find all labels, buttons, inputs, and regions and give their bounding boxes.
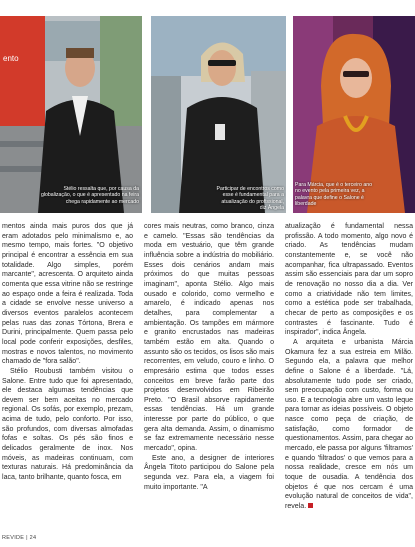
article-paragraph: mentos ainda mais puros dos que já eram adotados pelo minimalismo e, ao mesmo tempo, mais fortes. "O objetivo principal é encontrar a essência em sua totalidade. Algo simples, porém marcante", acrescenta. O arquiteto ainda comenta que essa vitrine não se restringe ao espaço onde a feira é realizada. Toda a cidade se envolve nesse universo a diversos eventos paralelos acontecem pelas ruas das zonas Tórtona, Brera e Durini, principalmente. Quem passa pelo local pode conferir exposições, desfiles, mostras e novos talentos, no movimento chamado de "fora salão". <box>2 223 133 366</box>
article-paragraph: cores mais neutras, como branco, cinza e camelo. "Essas são tendências da moda em vestuário, que têm grande influência sobre a indústria do mobiliário. Esses dois cenários andam mais próximos do que muitas pessoas imaginam", aponta Stélio. Algo mais ousado e colorido, como vermelho e amarelo, é indicado apenas nos detalhes, para complementar a ambientação. Os tampões em mármore e granito encrustados nas madeiras também estão em alta. Quando o assunto são os tecidos, os lisos são mais recorrentes, em veludo, couro e linho. O empresário estima que todos esses conceitos em breve farão parte dos projetos desenvolvidos em Ribeirão Preto. "O Brasil absorve rapidamente essas tendências. Há um grande interesse por parte do público, o que gera alta demanda. Assim, o dinamismo se faz extremamente necessário nesse mercado", opina. <box>144 223 274 453</box>
background-sign-text: ento <box>3 54 19 63</box>
article-column-1 <box>2 222 133 483</box>
photo-marcia <box>293 16 415 213</box>
article-paragraph: atualização é fundamental nessa profissão. A todo momento, algo novo é criado. As tendências mudam constantemente e, se você não acompanhar, fica ultrapassado. Eventos assim são essenciais para dar um sopro de renovação no nosso dia a dia. Ver como a criatividade não tem limites, como a estética pode ser trabalhada, checar de perto as composições e os contrastes é fascinante. Tudo é inspirador", indica Ângela. <box>285 223 413 337</box>
article-paragraph <box>285 338 413 512</box>
photo-caption: Para Márcia, que é o terceiro ano no evento pela primeira vez, a palavra que define o Salone é liberdade <box>295 182 372 208</box>
page-footer: REVIDE | 24 <box>2 535 37 541</box>
photo-caption: Participar de encontros como esse é fundamental para a atualização do profissional, diz Ângela <box>216 186 284 212</box>
article-paragraph-text: A arquiteta e urbanista Márcia Okamura fez a sua estreia em Milão. Segundo ela, a palavra que melhor define o Salone é a liberdade. "Lá, absolutamente tudo pode ser criado, sem preocupação com custo, forma ou uso. E a tecnologia abre um vasto leque para tornar as ideias possíveis. O objeto nasce como peça de criação, de satisfação, como formador de questionamentos. Assim, para chegar ao mercado, ele passa por alguns 'filtramos' e quando 'filtrados' o que vemos para a nossa realidade, cresce em nós um toque de ousadia. A tendência dos objetos é que nos cercam é uma evolução natural de conceitos de vida", revela. <box>285 338 413 511</box>
photo-angela <box>151 16 286 213</box>
article-paragraph: Este ano, a designer de interiores Ângela Titoto participou do Salone pela segunda vez. Para ela, a viagem foi muito importante. "A <box>144 454 274 491</box>
article-column-3 <box>285 222 413 512</box>
article-paragraph: Stélio Roubusti também visitou o Salone. Entre tudo que foi apresentado, ele destaca algumas tendências que devem ser bem aceitas no mercado regional. Os sofás, por exemplo, prezam, acima de tudo, pelo conforto. Por isso, são profundos, com diversas almofadas fofas e soltas. Os pés são finos e delicados geralmente de inox. Nos móveis, as madeiras continuam, com texturas naturais. Há predominância da laca, tanto brilhante, quanto fosca, em <box>2 367 133 482</box>
photo-caption: Stélio ressalta que, por causa da globalização, o que é apresentado na feira chega rapidamente ao mercado <box>40 186 139 205</box>
article-column-2 <box>144 222 274 492</box>
photo-stelio <box>0 16 142 213</box>
end-of-article-mark <box>308 503 313 508</box>
